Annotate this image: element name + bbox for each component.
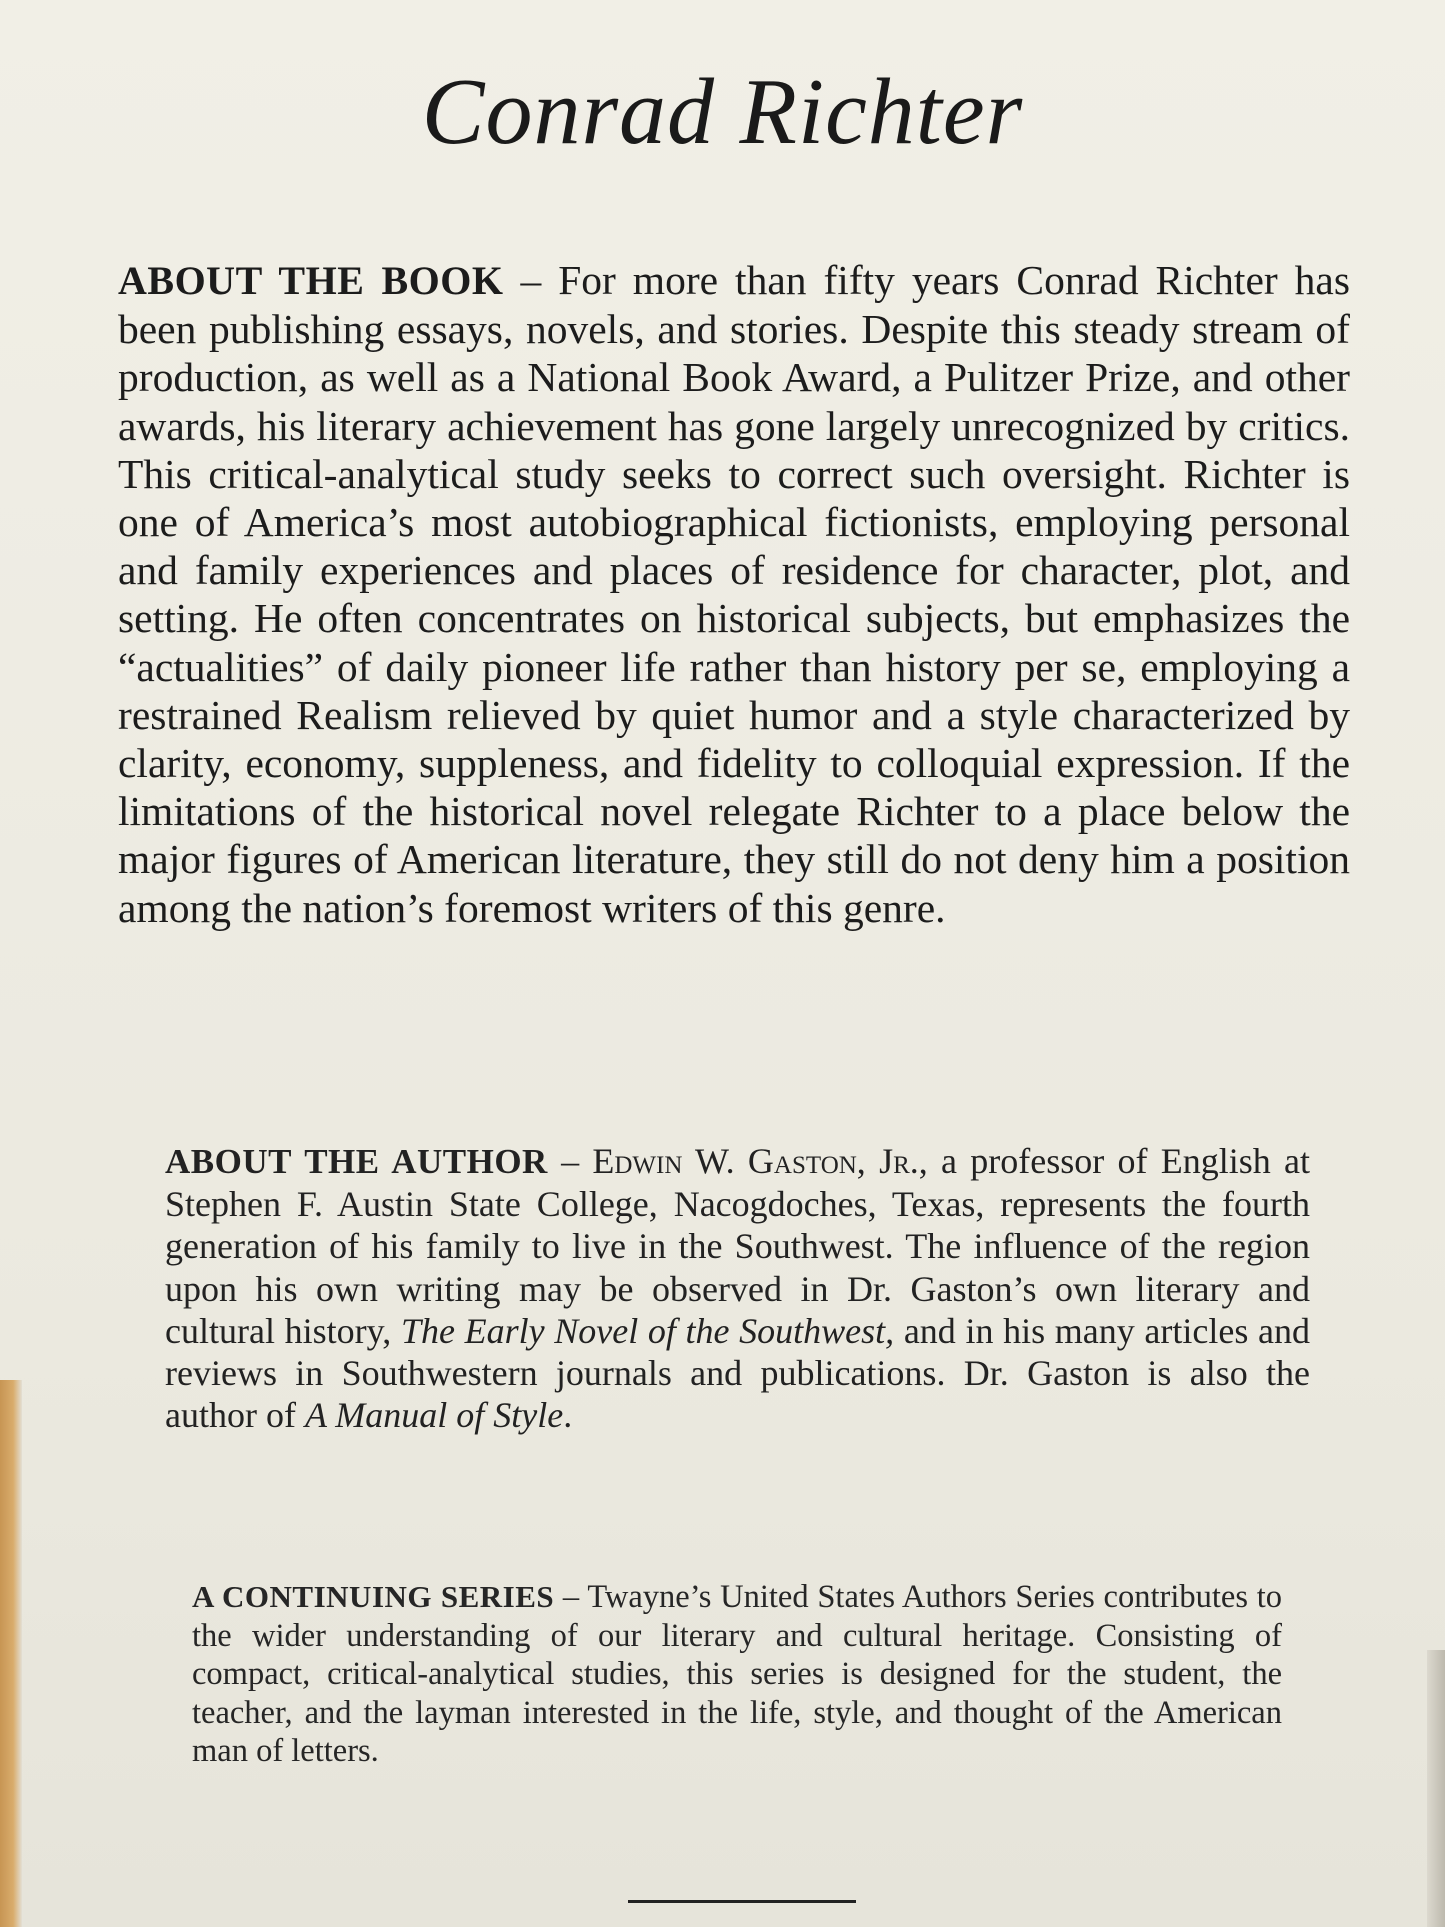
divider-rule — [628, 1900, 856, 1903]
continuing-series-section — [192, 1578, 1282, 1771]
about-the-author-dash: – — [547, 1141, 593, 1181]
author-name: Edwin W. Gaston, Jr. — [592, 1141, 919, 1181]
book-title-manual-of-style: A Manual of Style — [304, 1395, 564, 1436]
book-title-early-novel: The Early Novel of the Southwest, — [400, 1310, 895, 1351]
about-the-author-body-1: , a professor of English at Stephen F. Austin State College, Nacogdoches, Texas, represents the fourth generation of his family to live in the Southwest. The influence of the region upon his own writing may be observed in Dr. Gaston’s own literary and cultural history, — [165, 1141, 1310, 1351]
about-the-book-body: For more than fifty years Conrad Richter has been publishing essays, novels, and stories. Despite this steady stream of production, as well as a National Book Award, a Pulitzer Prize, and other awards, his literary achievement has gone largely unrecognized by critics. This critical-analytical study seeks to correct such oversight. Richter is one of America’s most autobiographical fictionists, employing personal and family experiences and places of residence for character, plot, and setting. He often concentrates on historical subjects, but emphasizes the “actualities” of daily pioneer life rather than history per se, employing a restrained Realism relieved by quiet humor and a style characterized by clarity, economy, suppleness, and fidelity to colloquial expression. If the limitations of the historical novel relegate Richter to a place below the major figures of American literature, they still do not deny him a position among the nation’s foremost writers of this genre. — [118, 257, 1350, 931]
about-the-author-heading: ABOUT THE AUTHOR — [165, 1142, 548, 1181]
continuing-series-dash: – — [554, 1579, 588, 1615]
about-the-author-body-3: . — [563, 1395, 573, 1436]
cover-title: Conrad Richter — [421, 60, 1024, 164]
about-the-author-body-2: and in his many articles and reviews in Southwestern journals and publications. Dr. Gaston is also the author of — [165, 1310, 1311, 1436]
cover-page-edge — [1427, 1650, 1445, 1927]
about-the-book-dash: – — [503, 257, 559, 303]
continuing-series-heading: A CONTINUING SERIES — [192, 1579, 555, 1614]
about-the-book-section — [118, 256, 1350, 932]
continuing-series-body: Twayne’s United States Authors Series contributes to the wider understanding of our literary and cultural heritage. Consisting of compact, critical-analytical studies, this series is designed for the student, the teacher, and the layman interested in the life, style, and thought of the American man of letters. — [192, 1579, 1282, 1770]
wood-surface-edge — [0, 1380, 22, 1927]
about-the-book-heading: ABOUT THE BOOK — [118, 258, 504, 303]
about-the-author-section — [165, 1140, 1310, 1436]
